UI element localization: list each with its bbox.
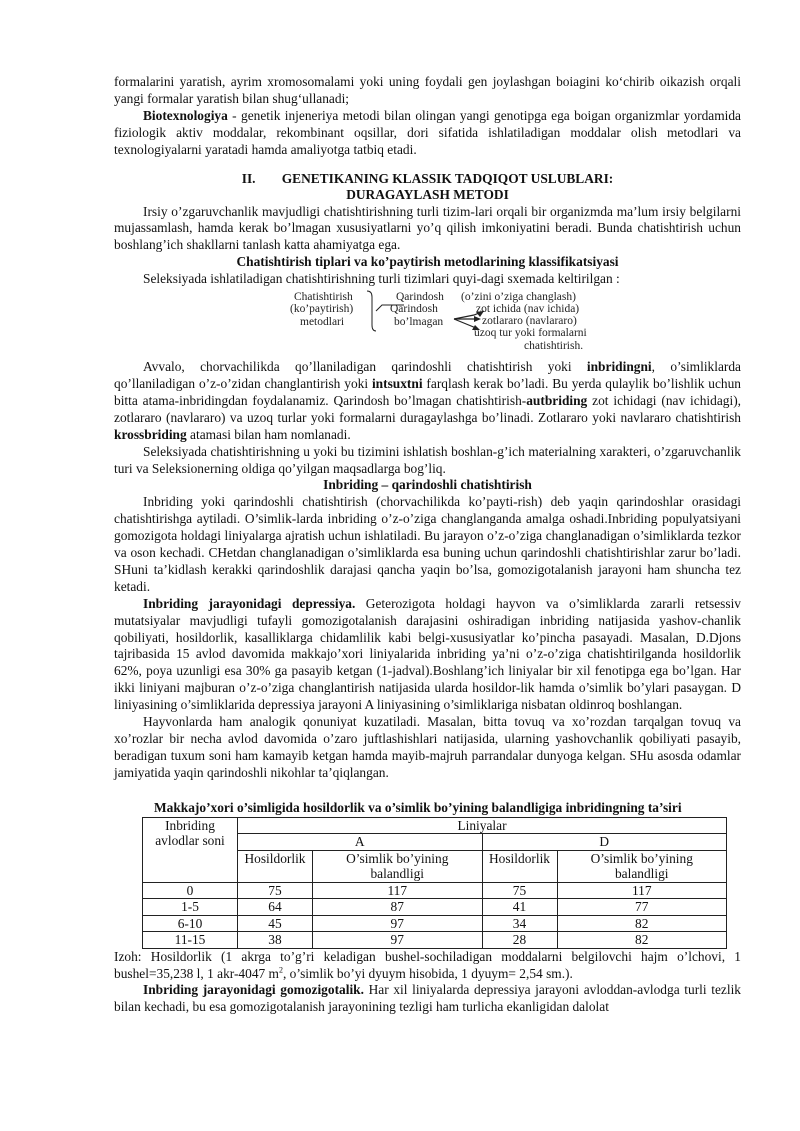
section-title-line2: DURAGAYLASH METODI (346, 187, 509, 203)
text-span: Izoh: Hosildorlik (1 akrga to’g’ri keladigan bushel-sochiladigan moddalarni belgilovchi hajm o’lchovi, 1 bushel=35,238 l, 1 akr-4047 m (114, 948, 741, 981)
scheme-within-breed: zot ichida (nav ichida) (476, 303, 580, 316)
text-span: atamasi bilan ham nomlanadi. (186, 426, 351, 442)
cell: 75 (238, 882, 313, 899)
cell: 45 (238, 915, 313, 932)
cell: 11-15 (143, 932, 238, 949)
text-span: , o’simliklarda qo’llaniladigan o’z-o’zidan changlantirish yoki (114, 359, 741, 391)
header-line-d: D (482, 834, 727, 851)
cell: 38 (238, 932, 313, 949)
table-row (143, 882, 727, 899)
scheme-related-label-2: Qarindosh (390, 303, 438, 316)
term-inbreeding: inbridingni (586, 359, 652, 375)
paragraph-scheme-intro: Seleksiyada ishlatiladigan chatishtirishning turli tizimlari quyi-dagi sxemada keltirilgan : (143, 271, 620, 287)
table-note (114, 949, 741, 983)
inbreeding-table (142, 817, 727, 949)
paragraph-depression (114, 596, 741, 714)
cell: 34 (482, 915, 557, 932)
paragraph-homozygosity (114, 982, 741, 1016)
header-height-d (557, 850, 727, 882)
header-yield-a: Hosildorlik (238, 850, 313, 882)
scheme-unrelated-label: bo’lmagan (394, 316, 444, 329)
table-caption: Makkajo’xori o’simligida hosildorlik va o’simlik bo’yining balandligiga inbridingning ta’siri (154, 799, 682, 815)
header-height-d-line1: O’simlik bo’yining (590, 850, 693, 866)
cell: 41 (482, 899, 557, 916)
text-biotechnology: - genetik injeneriya metodi bilan olingan yangi genotipga ega boigan organizmlar yordamida fiziologik aktiv moddalar, rekombinant oqsillar, dori sifatida ishlatiladigan moddalar olish metodlari va texnologiyalarni yaratadi hamda amaliyotga tatbiq etadi. (114, 107, 741, 157)
subheading-classification: Chatishtirish tiplari va ko’paytirish metodlarining klassifikatsiyasi (236, 254, 619, 270)
cell: 82 (557, 915, 727, 932)
text-span: Avvalo, chorvachilikda qo’llaniladigan qarindoshli chatishtirish yoki (143, 359, 587, 375)
text-span: Geterozigota holdagi hayvon va o’simliklarda zararli retsessiv mutatsiyalar mavjudligi tufayli gomozigotalanish darajasini oshiradigan inbriding natijasida yashov-chanlik qobiliyati, hosildorlik, kasalliklarga chidamlilik kabi belgi-xususiyatlar ko’pincha pasayadi. Masalan, D.Djons tajribasida 15 avlod davomida makkajo’xori liniyalarida inbriding ya’ni o’z-o’ziga chatishtirilganda hosildorlik 62%, poya uzunligi esa 30% ga pasayib ketgan (1-jadval).Boshlang’ich liniyalar bir xil fenotipga ega bo’lgan. Har ikki liniyani majburan o’z-o’ziga changlantirish natijasida ularda hosildor-lik hamda o’simlik bo’ylari pasaygan. D liniyasining o’simliklarida depressiya jarayoni A liniyasining o’simliklariga nisbatan oldinroq boshlangan. (114, 595, 741, 713)
term-intsuxt: intsuxtni (371, 375, 423, 391)
term-depression: Inbriding jarayonidagi depressiya. (143, 595, 356, 611)
scheme-crossing: chatishtirish. (524, 340, 584, 353)
header-yield-d: Hosildorlik (482, 850, 557, 882)
header-generations (143, 817, 238, 882)
table-row (143, 932, 727, 949)
header-height-a-line1: O’simlik bo’yining (346, 850, 449, 866)
text-span: farqlash kerak bo’ladi. Bu yerda qulaylik bo’lishlik uchun bitta atama-inbridingdan foydalanamiz. Qarindosh bo’lmagan chatishtirish- (114, 375, 741, 408)
scheme-left-line3: metodlari (300, 316, 345, 329)
text-span: Har xil liniyalarda depressiya jarayoni avloddan-avlodga turli tezlik bilan kechadi, bu esa gomozigotalanish jarayonining tezligi ham turlicha ekanligidan dalolat (114, 982, 741, 1015)
cell: 117 (313, 882, 483, 899)
scheme-left-line2: (ko’paytirish) (290, 303, 354, 316)
text-span: zot ichidagi (nav ichidagi), zotlararo (navlararo) va uzoq turlar yoki formalarni duragaylashga bo’linadi. Zotlararo yoki navlararo chatishtirish (114, 392, 742, 425)
cell: 6-10 (143, 915, 238, 932)
cell: 82 (557, 932, 727, 949)
header-height-a (313, 850, 483, 882)
cell: 97 (313, 932, 483, 949)
paragraph-biotechnology (114, 108, 741, 159)
paragraph-inbreeding-terms (114, 359, 741, 444)
cell: 0 (143, 882, 238, 899)
term-outbreeding: autbriding (526, 392, 588, 408)
table-row (143, 915, 727, 932)
cell: 75 (482, 882, 557, 899)
paragraph-variability: Irsiy o’zgaruvchanlik mavjudligi chatishtirishning turli tizim-lari orqali bir organizmda ma’lum irsiy belgilarni mujassamlash, hamda kerak bo’lmagan xususiyatlarni yo’q qilish imkoniyatini beradi. Bunda chatishtirish uchun boshlang’ich shakllarni tanlash katta ahamiyatga ega. (114, 203, 741, 253)
cell: 77 (557, 899, 727, 916)
subheading-inbreeding: Inbriding – qarindoshli chatishtirish (323, 477, 532, 493)
text-span: , o’simlik bo’yi dyuym hisobida, 1 dyuym= 2,54 sm.). (282, 965, 573, 981)
document-page (114, 74, 741, 1016)
cell: 28 (482, 932, 557, 949)
header-generations-line1: Inbriding (165, 817, 215, 833)
section-heading (114, 171, 741, 204)
section-title-line1: GENETIKANING KLASSIK TADQIQOT USLUBLARI: (281, 170, 614, 186)
paragraph-selection-goals: Seleksiyada chatishtirishning u yoki bu tizimini ishlatish boshlan-g’ich materialning xarakteri, o’zgaruvchanlik turi va Seleksionerning oldiga qo’yilgan maqsadlarga bog’liq. (114, 443, 741, 476)
term-crossbreeding: krossbriding (114, 426, 187, 442)
cell: 1-5 (143, 899, 238, 916)
term-homozygosity: Inbriding jarayonidagi gomozigotalik. (143, 982, 364, 998)
paragraph-inbreeding-definition: Inbriding yoki qarindoshli chatishtirish (chorvachilikda ko’payti-rish) deb yaqin qarindoshlar orasidagi chatishtirishga aytiladi. O’simlik-larda inbriding o’z-o’ziga changlanganda amalga oshadi.Inbriding populyatsiyani gomozigota holdagi liniyalarga ajratish uchun ishlatiladi. Bu jarayon o’z-o’ziga changlanadigan o’simliklarda tezkor va oson kechadi. CHetdan changlanadigan o’simliklarda esa buning uchun qarindoshli chatishtirishlar zarur bo’ladi. SHuni ta’kidlash kerakki qarindoshlik darajasi qancha yaqin bo’lsa, gomozigotalanish jarayoni ham shuncha tez ketadi. (114, 494, 741, 594)
scheme-related-label: Qarindosh (396, 291, 444, 304)
crossing-scheme-diagram (114, 289, 741, 357)
header-line-a: A (238, 834, 483, 851)
cell: 97 (313, 915, 483, 932)
header-height-a-line2: balandligi (370, 866, 425, 882)
scheme-distant-forms: uzoq tur yoki formalarni (474, 327, 587, 340)
superscript: 2 (278, 965, 283, 975)
header-height-d-line2: balandligi (614, 866, 669, 882)
header-generations-line2: avlodlar soni (155, 833, 225, 849)
scheme-left-line1: Chatishtirish (294, 291, 353, 304)
scheme-self-pollination: (o’zini o’ziga changlash) (461, 291, 576, 304)
term-biotechnology: Biotexnologiya (143, 107, 228, 123)
section-number: II. (241, 170, 256, 186)
header-lines: Liniyalar (238, 817, 727, 834)
cell: 64 (238, 899, 313, 916)
cell: 117 (557, 882, 727, 899)
table-row (143, 899, 727, 916)
paragraph-intro-end: formalarini yaratish, ayrim xromosomalami yoki uning foydali gen joylashgan boiagini ko‘chirib oikazish orqali yangi formalar yaratish bilan shug‘ullanadi; (114, 74, 741, 106)
scheme-between-breeds: zotlararo (navlararo) (482, 315, 577, 328)
paragraph-animals: Hayvonlarda ham analogik qonuniyat kuzatiladi. Masalan, bitta tovuq va xo’rozdan tarqalgan tovuq va xo’rozlar bir necha avlod davomida o’zaro juftlashishlari natijasida, ularning yashovchanlik qobiliyati pasayib, beradigan tuxum soni ham kamayib ketgan hamda mayib-majruh parrandalar dunyoga kelgan. SHu asosda odamlar jamiyatida yaqin qarindoshli nikohlar ta’qiqlangan. (114, 714, 741, 780)
cell: 87 (313, 899, 483, 916)
